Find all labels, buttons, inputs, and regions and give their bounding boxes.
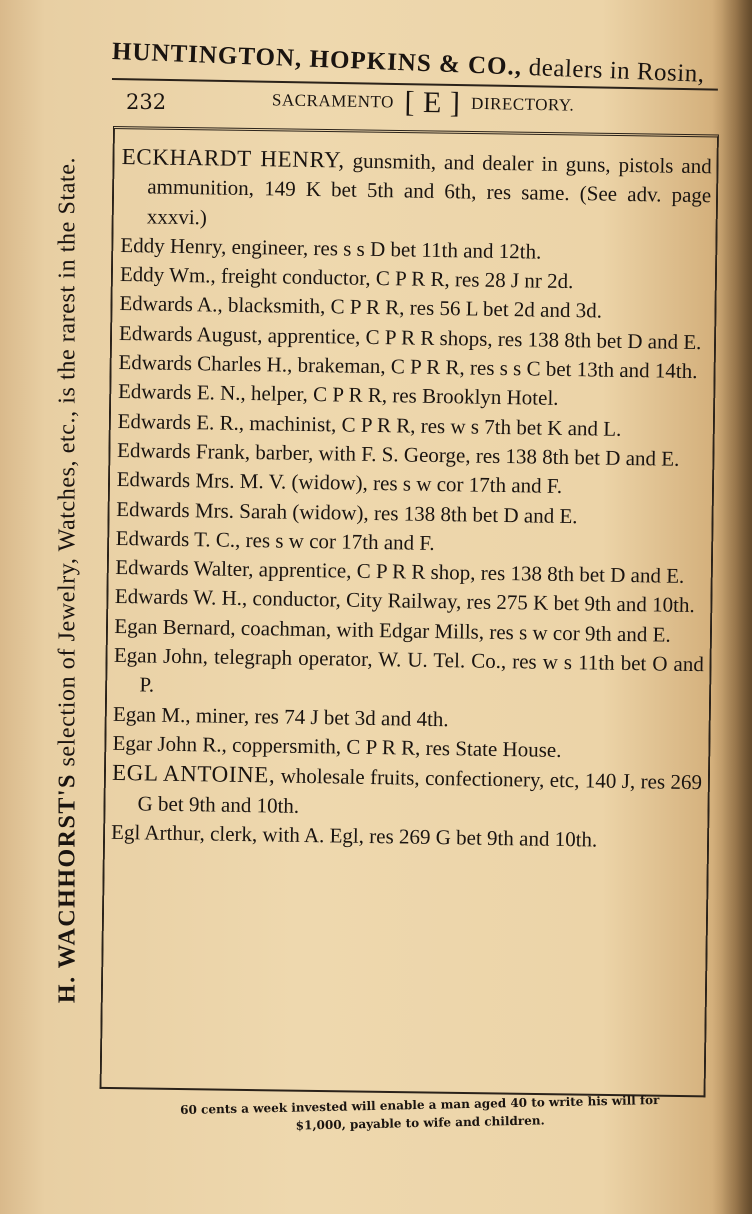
entry-text: Edwards Charles H., brakeman, C P R R, res s s C bet 13th and 14th. xyxy=(118,350,698,384)
entry-text: Edwards Frank, barber, with F. S. George, res 138 8th bet D and E. xyxy=(116,437,680,471)
entry-text: Eddy Wm., freight conductor, C P R R, res 28 J nr 2d. xyxy=(119,262,574,294)
entry-text: Egan Bernard, coachman, with Edgar Mills, res s w cor 9th and E. xyxy=(114,613,671,647)
directory-entry xyxy=(113,641,704,709)
entry-text: Egl Arthur, clerk, with A. Egl, res 269 G bet 9th and 10th. xyxy=(110,819,598,852)
entry-text: Edwards E. N., helper, C P R R, res Brooklyn Hotel. xyxy=(117,379,559,411)
entry-text: Egan M., miner, res 74 J bet 3d and 4th. xyxy=(112,701,449,731)
entry-text: Edwards T. C., res s w cor 17th and F. xyxy=(115,525,435,555)
entry-text: Edwards W. H., conductor, City Railway, res 275 K bet 9th and 10th. xyxy=(114,584,695,618)
footer-ad-line-1: 60 cents a week invested will enable a man aged 40 to write his will for xyxy=(180,1092,660,1118)
entry-text: Edwards Mrs. Sarah (widow), res 138 8th bet D and E. xyxy=(116,496,578,528)
running-head-letter: [ E ] xyxy=(404,85,461,120)
entry-lead: EGL ANTOINE, xyxy=(111,760,276,788)
entry-text: Eddy Henry, engineer, res s s D bet 11th and 12th. xyxy=(120,232,542,264)
entry-text: Edwards A., blacksmith, C P R R, res 56 L bet 2d and 3d. xyxy=(119,291,603,324)
running-head xyxy=(272,83,575,122)
side-ad-body: selection of Jewelry, Watches, etc., is the rarest in the State. xyxy=(54,156,81,767)
entry-text: Edwards Mrs. M. V. (widow), res s w cor 17th and F. xyxy=(116,467,563,499)
entry-text: wholesale fruits, confectionery, etc, 140 J, res 269 G bet 9th and 10th. xyxy=(137,763,703,818)
directory-entry xyxy=(121,142,712,240)
directory-entries xyxy=(111,142,712,856)
banner-trade-text: dealers in Rosin, xyxy=(528,54,706,88)
entry-text: gunsmith, and dealer in guns, pistols and ammunition, 149 K bet 5th and 6th, res same. (See adv. page xxxvi.) xyxy=(146,148,712,229)
directory-entry xyxy=(111,758,702,827)
running-head-title: DIRECTORY. xyxy=(470,93,575,115)
entry-text: Egar John R., coppersmith, C P R R, res State House. xyxy=(112,730,562,762)
side-ad-text xyxy=(55,157,82,1003)
side-ad-name: H. WACHHORST'S xyxy=(54,773,81,1004)
page-number: 232 xyxy=(126,90,167,114)
entry-text: Egan John, telegraph operator, W. U. Tel. Co., res w s 11th bet O and P. xyxy=(113,642,705,697)
entry-text: Edwards August, apprentice, C P R R shops, res 138 8th bet D and E. xyxy=(118,320,702,354)
running-head-city: SACRAMENTO xyxy=(271,90,395,112)
entry-text: Edwards E. R., machinist, C P R R, res w s 7th bet K and L. xyxy=(117,408,622,441)
entry-lead: ECKHARDT HENRY, xyxy=(121,143,345,173)
banner-firm-name: HUNTINGTON, HOPKINS & CO., xyxy=(111,38,523,81)
footer-advertisement xyxy=(120,1090,721,1139)
entry-text: Edwards Walter, apprentice, C P R R shop, res 138 8th bet D and E. xyxy=(115,555,685,589)
footer-ad-line-2: $1,000, payable to wife and children. xyxy=(295,1113,545,1133)
